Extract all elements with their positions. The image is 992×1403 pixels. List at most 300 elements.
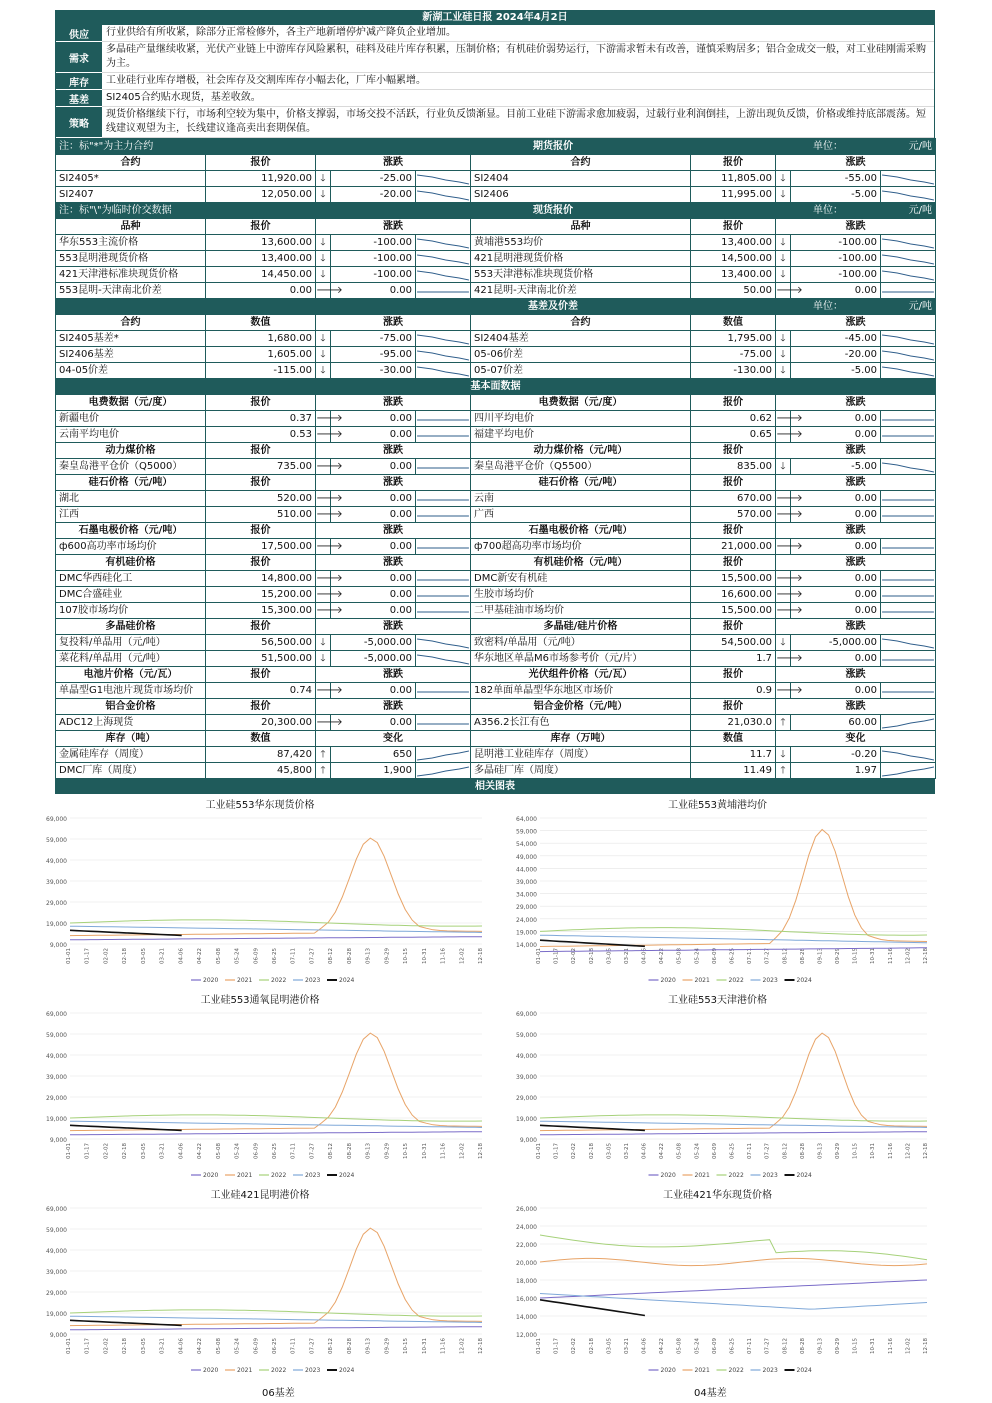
- x-tick-label: 05-24: [694, 948, 701, 964]
- x-tick-label: 07-11: [747, 1143, 754, 1159]
- arrow-down-icon: 🡓: [776, 635, 791, 651]
- item-name: 金属硅库存（周度）: [56, 747, 206, 763]
- group-header-row: [56, 619, 936, 635]
- x-tick-label: 09-13: [817, 1338, 824, 1354]
- item-change: 0.00: [331, 603, 416, 619]
- narrative-key: 供应: [56, 25, 102, 42]
- y-tick-label: 39,000: [46, 879, 67, 886]
- y-tick-label: 69,000: [46, 1206, 67, 1213]
- column-header: 涨跌: [776, 475, 936, 491]
- y-tick-label: 20,000: [516, 1260, 537, 1267]
- arrow-flat-icon: 🡒: [316, 539, 331, 555]
- trend-cell: [881, 347, 936, 363]
- item-price: 21,000.00: [691, 539, 776, 555]
- arrow-flat-icon: 🡒: [776, 283, 791, 299]
- x-tick-label: 12-02: [905, 1338, 912, 1354]
- trend-cell: [416, 459, 471, 475]
- narrative-text: SI2405合约贴水现货，基差收敛。: [102, 90, 934, 107]
- y-tick-label: 59,000: [46, 1032, 67, 1039]
- trend-cell: [416, 267, 471, 283]
- group-title: 动力煤价格（元/吨）: [471, 443, 691, 459]
- column-header: 涨跌: [776, 619, 936, 635]
- x-tick-label: 10-31: [421, 948, 428, 964]
- trend-cell: [416, 331, 471, 347]
- item-name: 福建平均电价: [471, 427, 691, 443]
- item-change: 0.00: [791, 651, 881, 667]
- x-tick-label: 03-21: [159, 948, 166, 964]
- legend-label: 2021: [694, 1367, 710, 1374]
- item-change: -100.00: [331, 235, 416, 251]
- item-price: 0.9: [691, 683, 776, 699]
- x-tick-label: 05-08: [676, 948, 683, 964]
- sparkline: [416, 284, 470, 298]
- trend-cell: [416, 171, 471, 187]
- y-tick-label: 19,000: [516, 1116, 537, 1123]
- chart-title: 工业硅553通氧昆明港价格: [200, 995, 320, 1006]
- narrative-row: [55, 42, 935, 73]
- arrow-flat-icon: 🡒: [316, 587, 331, 603]
- item-name: 广西: [471, 507, 691, 523]
- item-price: 570.00: [691, 507, 776, 523]
- column-header: 数值: [691, 731, 776, 747]
- trend-cell: [881, 507, 936, 523]
- trend-cell: [881, 411, 936, 427]
- chart-title: 工业硅421昆明港价格: [210, 1190, 310, 1201]
- section-note: 注：标"\"为临时价交数据: [56, 203, 331, 219]
- column-header: 数值: [206, 315, 316, 331]
- arrow-down-icon: 🡓: [316, 331, 331, 347]
- sparkline: [881, 188, 935, 202]
- legend-label: 2021: [694, 977, 710, 984]
- x-tick-label: 10-15: [403, 1338, 410, 1354]
- series-line-2020: [70, 937, 482, 940]
- trend-cell: [881, 587, 936, 603]
- x-tick-label: 07-11: [290, 1143, 297, 1159]
- y-tick-label: 19,000: [46, 1116, 67, 1123]
- group-header-row: [56, 699, 936, 715]
- trend-cell: [416, 747, 471, 763]
- x-tick-label: 08-12: [782, 948, 789, 964]
- item-change: 0.00: [331, 539, 416, 555]
- item-name: 单晶型G1电池片现货市场均价: [56, 683, 206, 699]
- item-name: A356.2长江有色: [471, 715, 691, 731]
- arrow-down-icon: 🡓: [776, 347, 791, 363]
- item-change: 0.00: [791, 587, 881, 603]
- x-tick-label: 06-25: [729, 948, 736, 964]
- item-change: -100.00: [331, 251, 416, 267]
- chart-title: 工业硅553黄埔港均价: [667, 800, 768, 811]
- item-name: 05-07价差: [471, 363, 691, 379]
- arrow-down-icon: 🡓: [776, 363, 791, 379]
- x-tick-label: 10-31: [421, 1143, 428, 1159]
- table-row: [56, 251, 936, 267]
- sparkline: [881, 492, 935, 506]
- column-header: 涨跌: [316, 667, 471, 683]
- column-header: 涨跌: [316, 699, 471, 715]
- column-header: 变化: [316, 731, 471, 747]
- sparkline: [416, 540, 470, 554]
- x-tick-label: 02-18: [588, 1143, 595, 1159]
- x-tick-label: 03-21: [623, 948, 630, 964]
- item-name: DMC合盛硅业: [56, 587, 206, 603]
- x-tick-label: 04-06: [178, 1143, 185, 1159]
- legend-label: 2021: [237, 1172, 253, 1179]
- y-tick-label: 64,000: [516, 816, 537, 823]
- arrow-down-icon: 🡓: [776, 267, 791, 283]
- arrow-flat-icon: 🡒: [776, 539, 791, 555]
- x-tick-label: 05-08: [676, 1143, 683, 1159]
- sparkline: [416, 508, 470, 522]
- item-name: 黄埔港553均价: [471, 235, 691, 251]
- arrow-flat-icon: 🡒: [316, 603, 331, 619]
- item-name: 553昆明-天津南北价差: [56, 283, 206, 299]
- arrow-flat-icon: 🡒: [776, 587, 791, 603]
- column-header: 涨跌: [776, 315, 936, 331]
- item-name: 生胶市场均价: [471, 587, 691, 603]
- column-header: 数值: [691, 315, 776, 331]
- x-tick-label: 05-08: [215, 1338, 222, 1354]
- trend-cell: [416, 363, 471, 379]
- trend-cell: [881, 683, 936, 699]
- x-tick-label: 04-06: [178, 1338, 185, 1354]
- arrow-flat-icon: 🡒: [316, 427, 331, 443]
- item-change: -30.00: [331, 363, 416, 379]
- item-name: 复投料/单晶用（元/吨）: [56, 635, 206, 651]
- item-name: DMC华西硅化工: [56, 571, 206, 587]
- item-change: 650: [331, 747, 416, 763]
- section-title: 现货报价: [331, 203, 776, 219]
- unit-value: 元/吨: [881, 203, 936, 219]
- group-header-row: [56, 667, 936, 683]
- item-change: -5.00: [791, 459, 881, 475]
- x-tick-label: 04-22: [197, 1143, 204, 1159]
- x-tick-label: 01-01: [66, 1338, 72, 1354]
- legend-label: 2023: [305, 1172, 321, 1179]
- x-tick-label: 11-16: [440, 1143, 447, 1159]
- x-tick-label: 07-27: [764, 948, 771, 964]
- x-tick-label: 07-11: [290, 1338, 297, 1354]
- item-change: 0.00: [331, 283, 416, 299]
- trend-cell: [881, 283, 936, 299]
- arrow-flat-icon: 🡒: [316, 715, 331, 731]
- column-header: 报价: [206, 219, 316, 235]
- legend-label: 2022: [728, 1172, 744, 1179]
- legend-label: 2022: [271, 977, 287, 984]
- item-change: 0.00: [331, 715, 416, 731]
- arrow-down-icon: 🡓: [776, 251, 791, 267]
- x-tick-label: 08-28: [799, 948, 806, 964]
- arrow-down-icon: 🡓: [316, 651, 331, 667]
- item-price: 15,500.00: [691, 603, 776, 619]
- x-tick-label: 12-18: [923, 948, 929, 964]
- sparkline: [416, 588, 470, 602]
- chart: [500, 1186, 935, 1376]
- item-name: 107胶市场均价: [56, 603, 206, 619]
- section-bar: [56, 299, 936, 315]
- sparkline: [416, 268, 470, 282]
- item-price: 11,805.00: [691, 171, 776, 187]
- x-tick-label: 05-24: [234, 1338, 241, 1354]
- column-header: 涨跌: [316, 555, 471, 571]
- group-title: 有机硅价格（元/吨）: [471, 555, 691, 571]
- arrow-down-icon: 🡓: [316, 363, 331, 379]
- item-name: SI2404基差: [471, 331, 691, 347]
- column-header: 涨跌: [316, 315, 471, 331]
- y-tick-label: 24,000: [516, 916, 537, 924]
- item-price: 835.00: [691, 459, 776, 475]
- x-tick-label: 05-24: [234, 948, 241, 964]
- table-row: [56, 651, 936, 667]
- column-header: 报价: [691, 395, 776, 411]
- table-row: [56, 235, 936, 251]
- item-change: 1,900: [331, 763, 416, 779]
- report-title: 新湖工业硅日报 2024年4月2日: [55, 10, 935, 25]
- x-tick-label: 02-02: [103, 1338, 110, 1354]
- legend-label: 2023: [305, 1367, 321, 1374]
- trend-cell: [416, 491, 471, 507]
- y-tick-label: 29,000: [46, 1095, 67, 1102]
- arrow-flat-icon: 🡒: [776, 411, 791, 427]
- arrow-down-icon: 🡓: [316, 347, 331, 363]
- sparkline: [881, 540, 935, 554]
- y-tick-label: 34,000: [516, 891, 537, 899]
- x-tick-label: 07-27: [309, 948, 316, 964]
- x-tick-label: 01-17: [84, 1143, 91, 1159]
- column-header: 涨跌: [316, 443, 471, 459]
- chart-plot: [30, 1200, 490, 1376]
- column-header: 报价: [206, 475, 316, 491]
- y-tick-label: 18,000: [516, 1278, 537, 1285]
- group-title: 有机硅价格: [56, 555, 206, 571]
- y-tick-label: 19,000: [516, 929, 537, 937]
- x-tick-label: 07-27: [309, 1338, 316, 1354]
- data-table: [55, 138, 936, 779]
- item-change: -25.00: [331, 171, 416, 187]
- x-tick-label: 05-08: [676, 1338, 683, 1354]
- column-header: 报价: [691, 555, 776, 571]
- x-tick-label: 02-02: [103, 1143, 110, 1159]
- item-price: 13,400.00: [206, 251, 316, 267]
- y-tick-label: 9,000: [49, 1332, 67, 1339]
- item-price: 12,050.00: [206, 187, 316, 203]
- arrow-down-icon: 🡓: [776, 171, 791, 187]
- x-tick-label: 04-06: [641, 1143, 648, 1159]
- table-row: [56, 587, 936, 603]
- item-name: DMC新安有机硅: [471, 571, 691, 587]
- item-name: SI2404: [471, 171, 691, 187]
- x-tick-label: 04-22: [197, 948, 204, 964]
- sparkline: [416, 572, 470, 586]
- x-tick-label: 08-12: [328, 1338, 335, 1354]
- sparkline: [416, 460, 470, 474]
- trend-cell: [416, 411, 471, 427]
- chart-plot: [500, 1200, 935, 1376]
- group-header-row: [56, 395, 936, 411]
- sparkline: [881, 364, 935, 378]
- item-change: 0.00: [791, 683, 881, 699]
- sparkline: [416, 332, 470, 346]
- item-change: 0.00: [331, 491, 416, 507]
- group-title: 电池片价格（元/瓦）: [56, 667, 206, 683]
- item-price: -130.00: [691, 363, 776, 379]
- x-tick-label: 02-18: [122, 948, 129, 964]
- table-row: [56, 763, 936, 779]
- item-price: 13,600.00: [206, 235, 316, 251]
- column-header: 报价: [206, 155, 316, 171]
- item-name: 553昆明港现货价格: [56, 251, 206, 267]
- legend-label: 2024: [339, 1367, 355, 1374]
- column-header: 报价: [206, 667, 316, 683]
- trend-cell: [416, 587, 471, 603]
- series-line-2022: [540, 1235, 927, 1260]
- x-tick-label: 10-15: [852, 948, 859, 964]
- x-tick-label: 07-27: [309, 1143, 316, 1159]
- sparkline: [416, 412, 470, 426]
- trend-cell: [416, 235, 471, 251]
- arrow-flat-icon: 🡒: [776, 651, 791, 667]
- legend-label: 2023: [762, 1172, 778, 1179]
- sparkline: [416, 236, 470, 250]
- sparkline: [881, 236, 935, 250]
- sparkline: [881, 284, 935, 298]
- y-tick-label: 49,000: [46, 1248, 67, 1255]
- y-tick-label: 9,000: [49, 1137, 67, 1144]
- x-tick-label: 06-09: [253, 1338, 260, 1354]
- item-change: -100.00: [791, 267, 881, 283]
- item-name: 湖北: [56, 491, 206, 507]
- trend-cell: [416, 187, 471, 203]
- y-tick-label: 59,000: [516, 828, 537, 836]
- trend-cell: [881, 459, 936, 475]
- y-tick-label: 9,000: [519, 1137, 537, 1144]
- column-header: 报价: [691, 699, 776, 715]
- item-change: -5.00: [791, 187, 881, 203]
- table-row: [56, 491, 936, 507]
- group-title: 动力煤价格: [56, 443, 206, 459]
- x-tick-label: 06-09: [711, 948, 718, 964]
- column-header: 涨跌: [776, 443, 936, 459]
- x-tick-label: 04-06: [178, 948, 185, 964]
- daily-report: [55, 10, 935, 794]
- arrow-flat-icon: 🡒: [316, 571, 331, 587]
- sparkline: [416, 172, 470, 186]
- related-charts-bar: 相关图表: [55, 779, 935, 794]
- trend-cell: [881, 635, 936, 651]
- column-header: 涨跌: [316, 523, 471, 539]
- x-tick-label: 06-09: [253, 948, 260, 964]
- y-tick-label: 39,000: [46, 1074, 67, 1081]
- trend-cell: [881, 251, 936, 267]
- x-tick-label: 06-25: [729, 1338, 736, 1354]
- sparkline: [416, 684, 470, 698]
- column-header: 数值: [206, 731, 316, 747]
- y-tick-label: 69,000: [46, 1011, 67, 1018]
- legend-label: 2023: [305, 977, 321, 984]
- item-change: 0.00: [331, 459, 416, 475]
- y-tick-label: 29,000: [46, 1290, 67, 1297]
- x-tick-label: 09-29: [835, 948, 842, 964]
- trend-cell: [416, 283, 471, 299]
- item-price: 16,600.00: [691, 587, 776, 603]
- header-row: [56, 315, 936, 331]
- x-tick-label: 11-16: [440, 1338, 447, 1354]
- column-header: 报价: [691, 523, 776, 539]
- group-title: 电费数据（元/度）: [471, 395, 691, 411]
- item-price: 15,500.00: [691, 571, 776, 587]
- arrow-down-icon: 🡓: [316, 251, 331, 267]
- y-tick-label: 29,000: [516, 904, 537, 912]
- charts-area: [30, 786, 935, 1403]
- item-change: -100.00: [791, 251, 881, 267]
- item-name: 二甲基硅油市场均价: [471, 603, 691, 619]
- column-header: 报价: [206, 619, 316, 635]
- x-tick-label: 10-31: [870, 948, 877, 964]
- item-name: 421昆明港现货价格: [471, 251, 691, 267]
- item-price: 14,450.00: [206, 267, 316, 283]
- x-tick-label: 08-12: [782, 1338, 789, 1354]
- chart-title: 工业硅421华东现货价格: [662, 1190, 773, 1201]
- group-title: 多晶硅/硅片价格: [471, 619, 691, 635]
- y-tick-label: 49,000: [516, 853, 537, 861]
- item-change: 0.00: [791, 507, 881, 523]
- y-tick-label: 49,000: [516, 1053, 537, 1060]
- x-tick-label: 12-02: [459, 1338, 466, 1354]
- item-change: 0.00: [331, 427, 416, 443]
- x-tick-label: 01-17: [553, 1338, 560, 1354]
- item-price: 1,605.00: [206, 347, 316, 363]
- table-row: [56, 603, 936, 619]
- narrative-text: 行业供给有所收紧，除部分正常检修外，各主产地新增停炉减产降负企业增加。: [102, 25, 934, 42]
- x-tick-label: 07-27: [764, 1338, 771, 1354]
- x-tick-label: 09-29: [384, 1143, 391, 1159]
- narrative-key: 库存: [56, 73, 102, 90]
- trend-cell: [416, 251, 471, 267]
- legend-label: 2020: [203, 977, 219, 984]
- y-tick-label: 54,000: [516, 841, 537, 849]
- legend-label: 2024: [796, 1172, 812, 1179]
- y-tick-label: 19,000: [46, 1311, 67, 1318]
- trend-cell: [416, 715, 471, 731]
- column-header: 报价: [691, 219, 776, 235]
- y-tick-label: 12,000: [516, 1332, 537, 1339]
- group-header-row: [56, 523, 936, 539]
- group-header-row: [56, 555, 936, 571]
- legend-label: 2020: [660, 977, 676, 984]
- section-title: 基本面数据: [56, 379, 936, 395]
- y-tick-label: 24,000: [516, 1224, 537, 1231]
- x-tick-label: 08-12: [782, 1143, 789, 1159]
- item-name: 553天津港标准块现货价格: [471, 267, 691, 283]
- column-header: 品种: [56, 219, 206, 235]
- arrow-flat-icon: 🡒: [776, 507, 791, 523]
- sparkline: [881, 684, 935, 698]
- chart: [30, 1186, 490, 1376]
- x-tick-label: 12-02: [905, 1143, 912, 1159]
- group-title: 铝合金价格（元/吨）: [471, 699, 691, 715]
- item-name: 菜花料/单晶用（元/吨）: [56, 651, 206, 667]
- narrative-row: [55, 107, 935, 138]
- legend-label: 2024: [796, 977, 812, 984]
- x-tick-label: 12-18: [478, 1143, 484, 1159]
- item-price: 15,200.00: [206, 587, 316, 603]
- arrow-up-icon: 🡑: [316, 763, 331, 779]
- section-spacer: [56, 299, 331, 315]
- section-note: 注：标"*"为主力合约: [56, 139, 331, 155]
- section-title: 期货报价: [331, 139, 776, 155]
- table-row: [56, 747, 936, 763]
- arrow-up-icon: 🡑: [316, 747, 331, 763]
- item-price: 54,500.00: [691, 635, 776, 651]
